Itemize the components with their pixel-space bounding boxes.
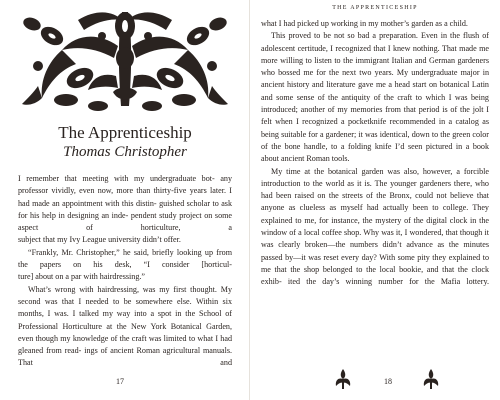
text-line: me, for instance, the mystery of the digital clock in the — [304, 215, 489, 225]
text-line: what I had picked up working in my mother’s garden as — [261, 19, 443, 28]
text-line: ited the day’s winning number for the Mafia lottery. — [287, 277, 489, 287]
text-line: Within six months, I was. I talked my way into a spot — [18, 296, 233, 319]
text-line: advance as the minutes passed by—it was reset every — [261, 240, 489, 262]
text-line: gardeners there, who had been raised on the streets of — [261, 178, 489, 201]
page-number: 17 — [116, 377, 124, 386]
right-page-body — [261, 18, 489, 289]
text-line: My time at the botanical garden was also, however, a — [271, 166, 460, 176]
text-line: botanical Latin and some sense of the antiquity of the — [261, 80, 489, 102]
text-line: forcible introduction to the world as it is. The younger — [261, 166, 489, 188]
text-line: pendent study project on some aspect of horticulture, a — [18, 210, 232, 233]
text-line: “Frankly, Mr. Christopher,” he said, briefly looking — [28, 247, 202, 257]
chapter-author: Thomas Christopher — [63, 144, 187, 160]
text-line: the green color of the bone handle, to a folding knife I’d — [261, 129, 489, 151]
text-line: I remember that meeting with my undergraduate bot- — [18, 174, 215, 183]
text-line: flush of adolescent certitude, I recognized that I knew — [261, 31, 489, 53]
text-line: This proved to be not so bad a preparation. Even in the — [271, 31, 460, 41]
text-line: me for the next two years. My undergraduate major in — [303, 68, 489, 78]
text-line: York Botanical Garden, even though my knowledge of — [18, 321, 232, 343]
text-line: window of a local coffee shop. Why was it, I wondered, — [261, 228, 444, 238]
text-line: the Bronx, could not believe that anyone as clueless as — [261, 191, 489, 213]
floral-ornament-icon — [18, 6, 232, 114]
text-line: My second was that I needed to be somewhere else. — [18, 284, 232, 306]
text-line: day? With some pity they explained to me that the shop — [261, 252, 489, 274]
text-line: myself had actually been to college. They explained to — [261, 203, 489, 225]
fleuron-icon — [422, 367, 440, 391]
right-page — [250, 0, 500, 400]
text-line: any professor vividly, even now, more than thirty-five — [18, 174, 232, 196]
text-line: recognized a pocketknife recommended in a catalog as — [302, 117, 489, 127]
text-line: immigrant Italian and German gardeners who bossed — [261, 55, 489, 78]
text-line: guished scholar to ask for his help in designing an inde- — [18, 198, 232, 220]
page-number: 18 — [384, 377, 392, 386]
text-line: ture] about on a par with hairdressing.” — [18, 272, 145, 282]
text-line: the craft was limited to what I had gleaned from read- — [18, 333, 232, 356]
text-line: craft to which I was being introduced; another of my — [261, 92, 489, 115]
chapter-title: The Apprenticeship — [58, 123, 192, 142]
text-line: up from the papers on his desk, “I consider [horticul- — [18, 247, 232, 270]
text-line: years later. I had made an appointment with this distin- — [18, 186, 232, 208]
text-line: ancient history and literature gave me a head start on — [261, 80, 438, 90]
text-line: being suitable for a gardener; it was identical, down to — [261, 129, 439, 139]
running-head: THE APPRENTICESHIP — [332, 5, 418, 11]
text-line: ings of ancient Roman agricultural manuals. That and — [18, 346, 232, 368]
text-line: memories from that period is of the jolt I felt when I — [261, 105, 490, 127]
text-line: What’s wrong with hairdressing, was my first thought. — [28, 284, 217, 294]
text-line: seen pictured in a book about ancient Roman tools. — [261, 141, 490, 164]
text-line: a child. — [444, 19, 468, 28]
left-page-body — [18, 173, 232, 370]
text-line: belonged to the local bookie, and that the clock exhib- — [261, 264, 490, 287]
text-line: nothing. That made me more willing to listen to the — [261, 43, 489, 65]
text-line: that though it was clearly broken—the numbers didn’t — [261, 228, 489, 250]
text-line: in the School of Professional Horticulture at the New — [18, 309, 232, 331]
fleuron-icon — [334, 367, 352, 391]
text-line: subject that my Ivy League university didn’t offer. — [18, 235, 181, 245]
